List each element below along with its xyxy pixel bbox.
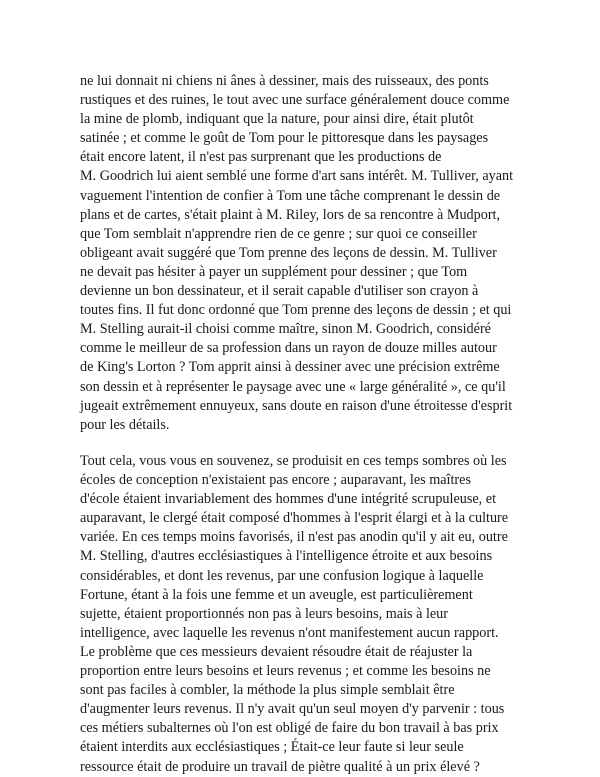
text-line: sont pas faciles à combler, la méthode la plus simple semblait être	[80, 682, 455, 699]
text-line: Tout cela, vous vous en souvenez, se produisit en ces temps sombres où les	[80, 453, 507, 469]
paragraph-2	[80, 452, 520, 777]
text-line: intelligence, avec laquelle les revenus n'ont manifestement aucun rapport.	[80, 624, 499, 641]
text-line: M. Goodrich lui aient semblé une forme d'art sans intérêt. M. Tulliver, ayant	[80, 168, 514, 185]
text-line: Le problème que ces messieurs devaient résoudre était de réajuster la	[80, 643, 473, 660]
text-line: sujette, étaient proportionnés non pas à leurs besoins, mais à leur	[80, 605, 448, 622]
text-line: M. Stelling, d'autres ecclésiastiques à l'intelligence étroite et aux besoins	[80, 548, 493, 565]
text-line: d'augmenter leurs revenus. Il n'y avait qu'un seul moyen d'y parvenir : tous	[80, 701, 505, 718]
text-line: ne devait pas hésiter à payer un supplément pour dessiner ; que Tom	[80, 263, 468, 280]
text-line: auparavant, le clergé était composé d'hommes à l'esprit élargi et à la culture	[80, 510, 509, 527]
text-line: ressource était de produire un travail de piètre qualité à un prix élevé ?	[80, 758, 480, 775]
text-line: M. Stelling aurait-il choisi comme maître, sinon M. Goodrich, considéré	[80, 321, 491, 338]
text-line: étaient interdits aux ecclésiastiques ; Était-ce leur faute si leur seule	[80, 739, 464, 756]
text-line: satinée ; et comme le goût de Tom pour le pittoresque dans les paysages	[80, 130, 489, 147]
text-line: devienne un bon dessinateur, et il serait capable d'utiliser son crayon à	[80, 283, 479, 300]
paragraph-1	[80, 72, 520, 435]
text-line: d'école étaient invariablement des hommes d'une intégrité scrupuleuse, et	[80, 491, 497, 508]
text-line: jugeait extrêmement ennuyeux, sans doute en raison d'une étroitesse d'esprit	[80, 397, 513, 414]
text-line: considérables, et dont les revenus, par une confusion logique à laquelle	[80, 567, 484, 584]
text-line: ces métiers subalternes où l'on est obligé de faire du bon travail à bas prix	[80, 720, 499, 737]
text-line: variée. En ces temps moins favorisés, il n'est pas anodin qu'il y ait eu, outre	[80, 529, 508, 546]
text-line: que Tom semblait n'apprendre rien de ce genre ; sur quoi ce conseiller	[80, 225, 477, 242]
text-line: vaguement l'intention de confier à Tom une tâche comprenant le dessin de	[80, 187, 501, 204]
text-line: de King's Lorton ? Tom apprit ainsi à dessiner avec une précision extrême	[80, 359, 500, 376]
text-line: pour les détails.	[80, 416, 170, 433]
text-line: proportion entre leurs besoins et leurs revenus ; et comme les besoins ne	[80, 663, 491, 680]
text-line: la mine de plomb, indiquant que la nature, pour ainsi dire, était plutôt	[80, 111, 474, 128]
text-line: rustiques et des ruines, le tout avec une surface généralement douce comme	[80, 92, 510, 109]
text-line: obligeant avait suggéré que Tom prenne des leçons de dessin. M. Tulliver	[80, 244, 497, 261]
text-line: plans et de cartes, s'était plaint à M. Riley, lors de sa rencontre à Mudport,	[80, 206, 501, 223]
text-line: Fortune, étant à la fois une femme et un aveugle, est particulièrement	[80, 586, 473, 603]
text-line: son dessin et à représenter le paysage avec une « large généralité », ce qu'il	[80, 378, 506, 395]
text-line: comme le meilleur de sa profession dans un rayon de douze milles autour	[80, 340, 497, 357]
text-line: était encore latent, il n'est pas surprenant que les productions de	[80, 149, 442, 166]
text-line: toutes fins. Il fut donc ordonné que Tom prenne des leçons de dessin ; et qui	[80, 302, 512, 319]
text-line: écoles de conception n'existaient pas encore ; auparavant, les maîtres	[80, 472, 471, 489]
text-line: ne lui donnait ni chiens ni ânes à dessiner, mais des ruisseaux, des ponts	[80, 73, 489, 89]
